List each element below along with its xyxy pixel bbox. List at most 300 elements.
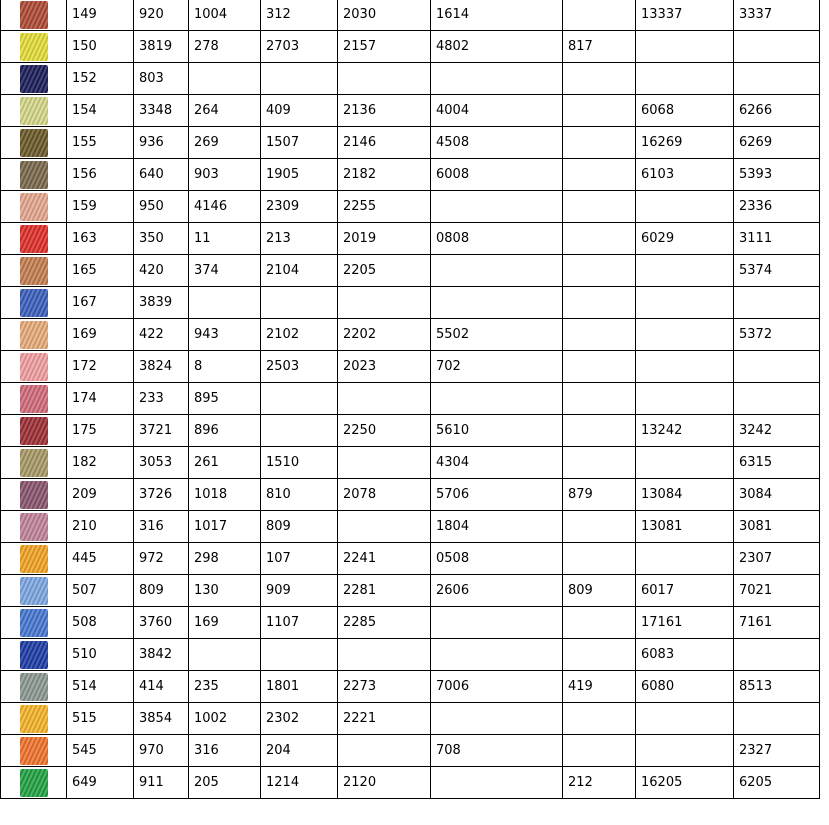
- table-cell: 920: [134, 0, 189, 31]
- table-cell: 5393: [734, 159, 820, 191]
- table-cell: 6269: [734, 127, 820, 159]
- table-cell: 6068: [636, 95, 734, 127]
- table-cell: 6315: [734, 447, 820, 479]
- table-row: [1, 575, 820, 607]
- table-cell: 803: [134, 63, 189, 95]
- table-cell: 3348: [134, 95, 189, 127]
- table-cell: 1804: [431, 511, 563, 543]
- table-cell: 1614: [431, 0, 563, 31]
- table-cell: 204: [261, 735, 338, 767]
- table-cell: 13242: [636, 415, 734, 447]
- thread-swatch-icon: [20, 513, 48, 541]
- table-cell: 6029: [636, 223, 734, 255]
- color-swatch-cell: [1, 191, 67, 223]
- table-cell: [261, 383, 338, 415]
- table-cell: 6080: [636, 671, 734, 703]
- table-cell: [563, 223, 636, 255]
- table-row: [1, 255, 820, 287]
- thread-swatch-icon: [20, 385, 48, 413]
- table-cell: 1004: [189, 0, 261, 31]
- table-cell: [636, 319, 734, 351]
- table-cell: 182: [67, 447, 134, 479]
- table-cell: 212: [563, 767, 636, 799]
- table-cell: 1017: [189, 511, 261, 543]
- table-cell: 150: [67, 31, 134, 63]
- table-cell: 419: [563, 671, 636, 703]
- table-cell: 13084: [636, 479, 734, 511]
- table-cell: 316: [134, 511, 189, 543]
- table-cell: 4802: [431, 31, 563, 63]
- table-cell: 409: [261, 95, 338, 127]
- color-swatch-cell: [1, 319, 67, 351]
- table-cell: 213: [261, 223, 338, 255]
- table-cell: [431, 639, 563, 671]
- color-swatch-cell: [1, 479, 67, 511]
- table-cell: [431, 191, 563, 223]
- table-cell: 169: [189, 607, 261, 639]
- table-cell: 374: [189, 255, 261, 287]
- color-swatch-cell: [1, 703, 67, 735]
- table-cell: 708: [431, 735, 563, 767]
- table-cell: [636, 191, 734, 223]
- table-cell: [563, 447, 636, 479]
- table-row: [1, 159, 820, 191]
- table-cell: [563, 639, 636, 671]
- table-cell: [261, 639, 338, 671]
- table-cell: [734, 703, 820, 735]
- table-cell: [563, 319, 636, 351]
- table-cell: 817: [563, 31, 636, 63]
- table-cell: 2336: [734, 191, 820, 223]
- table-cell: 4004: [431, 95, 563, 127]
- table-cell: 508: [67, 607, 134, 639]
- table-cell: 510: [67, 639, 134, 671]
- table-cell: 3053: [134, 447, 189, 479]
- table-row: [1, 351, 820, 383]
- thread-swatch-icon: [20, 225, 48, 253]
- table-cell: [189, 639, 261, 671]
- color-swatch-cell: [1, 63, 67, 95]
- table-cell: 972: [134, 543, 189, 575]
- table-cell: 2202: [338, 319, 431, 351]
- color-swatch-cell: [1, 639, 67, 671]
- table-cell: 2309: [261, 191, 338, 223]
- table-cell: 2023: [338, 351, 431, 383]
- table-cell: 936: [134, 127, 189, 159]
- table-cell: 174: [67, 383, 134, 415]
- color-swatch-cell: [1, 607, 67, 639]
- table-cell: 3760: [134, 607, 189, 639]
- table-cell: 13081: [636, 511, 734, 543]
- color-swatch-cell: [1, 767, 67, 799]
- table-row: [1, 95, 820, 127]
- table-cell: 13337: [636, 0, 734, 31]
- table-cell: 175: [67, 415, 134, 447]
- table-cell: 17161: [636, 607, 734, 639]
- table-cell: [338, 287, 431, 319]
- table-cell: 515: [67, 703, 134, 735]
- table-cell: 2606: [431, 575, 563, 607]
- table-cell: [338, 63, 431, 95]
- table-cell: 2503: [261, 351, 338, 383]
- table-cell: [636, 735, 734, 767]
- color-swatch-cell: [1, 223, 67, 255]
- color-swatch-cell: [1, 255, 67, 287]
- table-cell: 2030: [338, 0, 431, 31]
- table-cell: 0508: [431, 543, 563, 575]
- table-row: [1, 223, 820, 255]
- color-swatch-cell: [1, 351, 67, 383]
- table-cell: 3824: [134, 351, 189, 383]
- table-cell: 5706: [431, 479, 563, 511]
- color-swatch-cell: [1, 447, 67, 479]
- table-cell: 514: [67, 671, 134, 703]
- table-cell: 264: [189, 95, 261, 127]
- table-cell: 1510: [261, 447, 338, 479]
- table-cell: 3819: [134, 31, 189, 63]
- table-cell: 2120: [338, 767, 431, 799]
- table-cell: 3721: [134, 415, 189, 447]
- color-swatch-cell: [1, 575, 67, 607]
- table-cell: [636, 255, 734, 287]
- color-swatch-cell: [1, 415, 67, 447]
- table-cell: 167: [67, 287, 134, 319]
- table-cell: [431, 767, 563, 799]
- table-row: [1, 383, 820, 415]
- table-cell: 5374: [734, 255, 820, 287]
- table-cell: [636, 703, 734, 735]
- table-cell: 2146: [338, 127, 431, 159]
- table-cell: 445: [67, 543, 134, 575]
- table-cell: [563, 159, 636, 191]
- table-cell: 152: [67, 63, 134, 95]
- table-cell: 149: [67, 0, 134, 31]
- table-cell: [189, 287, 261, 319]
- table-cell: [734, 63, 820, 95]
- table-cell: 235: [189, 671, 261, 703]
- table-cell: 6017: [636, 575, 734, 607]
- table-cell: 3111: [734, 223, 820, 255]
- table-row: [1, 447, 820, 479]
- thread-swatch-icon: [20, 289, 48, 317]
- table-cell: 2102: [261, 319, 338, 351]
- table-row: [1, 191, 820, 223]
- table-cell: 4146: [189, 191, 261, 223]
- table-cell: 6103: [636, 159, 734, 191]
- table-cell: 1507: [261, 127, 338, 159]
- thread-swatch-icon: [20, 737, 48, 765]
- color-swatch-cell: [1, 287, 67, 319]
- thread-swatch-icon: [20, 449, 48, 477]
- table-cell: [189, 63, 261, 95]
- thread-swatch-icon: [20, 609, 48, 637]
- color-swatch-cell: [1, 511, 67, 543]
- thread-swatch-icon: [20, 769, 48, 797]
- table-cell: [563, 735, 636, 767]
- table-cell: 0808: [431, 223, 563, 255]
- table-cell: 3242: [734, 415, 820, 447]
- thread-swatch-icon: [20, 577, 48, 605]
- table-cell: [431, 703, 563, 735]
- table-cell: 6083: [636, 639, 734, 671]
- table-cell: [734, 31, 820, 63]
- table-cell: [261, 63, 338, 95]
- table-cell: 2255: [338, 191, 431, 223]
- thread-swatch-icon: [20, 65, 48, 93]
- table-cell: 5372: [734, 319, 820, 351]
- table-cell: 7161: [734, 607, 820, 639]
- table-cell: 809: [134, 575, 189, 607]
- color-swatch-cell: [1, 735, 67, 767]
- table-cell: 172: [67, 351, 134, 383]
- table-cell: [734, 287, 820, 319]
- table-cell: 154: [67, 95, 134, 127]
- table-row: [1, 703, 820, 735]
- table-cell: 2104: [261, 255, 338, 287]
- table-cell: 165: [67, 255, 134, 287]
- table-cell: 350: [134, 223, 189, 255]
- table-cell: 649: [67, 767, 134, 799]
- thread-swatch-icon: [20, 193, 48, 221]
- table-row: [1, 127, 820, 159]
- table-cell: 1801: [261, 671, 338, 703]
- table-row: [1, 287, 820, 319]
- table-cell: 3337: [734, 0, 820, 31]
- table-row: [1, 63, 820, 95]
- table-cell: 414: [134, 671, 189, 703]
- table-cell: 2273: [338, 671, 431, 703]
- thread-swatch-icon: [20, 33, 48, 61]
- table-cell: 210: [67, 511, 134, 543]
- table-cell: 316: [189, 735, 261, 767]
- table-cell: 420: [134, 255, 189, 287]
- table-cell: [563, 351, 636, 383]
- table-cell: 702: [431, 351, 563, 383]
- thread-swatch-icon: [20, 705, 48, 733]
- table-cell: [431, 383, 563, 415]
- table-cell: [563, 607, 636, 639]
- table-cell: 8513: [734, 671, 820, 703]
- table-cell: 545: [67, 735, 134, 767]
- table-cell: 3842: [134, 639, 189, 671]
- table-row: [1, 735, 820, 767]
- color-swatch-cell: [1, 159, 67, 191]
- table-cell: 7021: [734, 575, 820, 607]
- table-cell: 6008: [431, 159, 563, 191]
- thread-swatch-icon: [20, 1, 48, 29]
- table-cell: 3726: [134, 479, 189, 511]
- table-cell: 2136: [338, 95, 431, 127]
- table-cell: 3084: [734, 479, 820, 511]
- table-cell: 2703: [261, 31, 338, 63]
- table-cell: 169: [67, 319, 134, 351]
- table-cell: 950: [134, 191, 189, 223]
- table-cell: 209: [67, 479, 134, 511]
- table-cell: [338, 511, 431, 543]
- table-cell: 159: [67, 191, 134, 223]
- table-cell: [636, 383, 734, 415]
- table-cell: 312: [261, 0, 338, 31]
- thread-swatch-icon: [20, 417, 48, 445]
- color-swatch-cell: [1, 127, 67, 159]
- table-cell: [431, 63, 563, 95]
- table-row: [1, 767, 820, 799]
- table-cell: 156: [67, 159, 134, 191]
- table-cell: 1018: [189, 479, 261, 511]
- table-cell: [563, 415, 636, 447]
- table-cell: [734, 383, 820, 415]
- table-cell: 1905: [261, 159, 338, 191]
- table-row: [1, 0, 820, 31]
- thread-swatch-icon: [20, 129, 48, 157]
- table-cell: 16205: [636, 767, 734, 799]
- table-cell: 1214: [261, 767, 338, 799]
- color-swatch-cell: [1, 31, 67, 63]
- table-cell: [563, 383, 636, 415]
- thread-swatch-icon: [20, 161, 48, 189]
- table-cell: [431, 607, 563, 639]
- table-cell: 3081: [734, 511, 820, 543]
- table-cell: 2078: [338, 479, 431, 511]
- table-cell: [431, 287, 563, 319]
- thread-swatch-icon: [20, 481, 48, 509]
- table-row: [1, 607, 820, 639]
- table-cell: 163: [67, 223, 134, 255]
- thread-swatch-icon: [20, 641, 48, 669]
- table-cell: 2250: [338, 415, 431, 447]
- table-cell: 507: [67, 575, 134, 607]
- table-cell: 2281: [338, 575, 431, 607]
- table-cell: 970: [134, 735, 189, 767]
- table-cell: 6205: [734, 767, 820, 799]
- table-row: [1, 671, 820, 703]
- table-cell: 278: [189, 31, 261, 63]
- color-swatch-cell: [1, 0, 67, 31]
- table-cell: [734, 639, 820, 671]
- table-row: [1, 319, 820, 351]
- table-cell: [563, 95, 636, 127]
- table-cell: [636, 287, 734, 319]
- table-cell: [563, 543, 636, 575]
- table-cell: [261, 415, 338, 447]
- table-cell: [563, 287, 636, 319]
- table-cell: 298: [189, 543, 261, 575]
- table-cell: 1107: [261, 607, 338, 639]
- table-cell: 5610: [431, 415, 563, 447]
- table-row: [1, 511, 820, 543]
- color-swatch-cell: [1, 671, 67, 703]
- table-cell: 911: [134, 767, 189, 799]
- table-cell: 205: [189, 767, 261, 799]
- table-cell: 810: [261, 479, 338, 511]
- thread-swatch-icon: [20, 545, 48, 573]
- table-cell: [636, 63, 734, 95]
- table-cell: [338, 735, 431, 767]
- table-cell: 11: [189, 223, 261, 255]
- table-body: [1, 0, 820, 799]
- table-cell: 2285: [338, 607, 431, 639]
- table-cell: [261, 287, 338, 319]
- color-swatch-cell: [1, 543, 67, 575]
- color-swatch-cell: [1, 95, 67, 127]
- table-cell: 233: [134, 383, 189, 415]
- table-cell: 2327: [734, 735, 820, 767]
- thread-swatch-icon: [20, 97, 48, 125]
- table-cell: 3839: [134, 287, 189, 319]
- table-cell: 4304: [431, 447, 563, 479]
- table-cell: 261: [189, 447, 261, 479]
- table-cell: 896: [189, 415, 261, 447]
- table-cell: 2302: [261, 703, 338, 735]
- table-cell: 2241: [338, 543, 431, 575]
- table-cell: 130: [189, 575, 261, 607]
- table-cell: [563, 191, 636, 223]
- table-cell: 5502: [431, 319, 563, 351]
- table-cell: 16269: [636, 127, 734, 159]
- table-cell: 895: [189, 383, 261, 415]
- table-cell: [338, 447, 431, 479]
- table-row: [1, 639, 820, 671]
- table-cell: 269: [189, 127, 261, 159]
- table-row: [1, 31, 820, 63]
- table-cell: 4508: [431, 127, 563, 159]
- table-cell: 422: [134, 319, 189, 351]
- table-row: [1, 415, 820, 447]
- table-cell: 8: [189, 351, 261, 383]
- table-cell: [563, 0, 636, 31]
- table-cell: 809: [261, 511, 338, 543]
- table-cell: [563, 127, 636, 159]
- thread-swatch-icon: [20, 321, 48, 349]
- table-cell: [338, 383, 431, 415]
- table-cell: [563, 703, 636, 735]
- table-cell: [636, 447, 734, 479]
- table-cell: 107: [261, 543, 338, 575]
- table-cell: 943: [189, 319, 261, 351]
- color-swatch-cell: [1, 383, 67, 415]
- table-cell: [636, 351, 734, 383]
- table-cell: 909: [261, 575, 338, 607]
- thread-swatch-icon: [20, 257, 48, 285]
- table-cell: 6266: [734, 95, 820, 127]
- table-cell: [563, 63, 636, 95]
- table-cell: 809: [563, 575, 636, 607]
- table-cell: 1002: [189, 703, 261, 735]
- table-cell: 3854: [134, 703, 189, 735]
- table-cell: 2307: [734, 543, 820, 575]
- thread-swatch-icon: [20, 673, 48, 701]
- table-cell: 640: [134, 159, 189, 191]
- table-cell: [431, 255, 563, 287]
- table-cell: 903: [189, 159, 261, 191]
- table-cell: 2182: [338, 159, 431, 191]
- table-row: [1, 479, 820, 511]
- table-cell: [636, 543, 734, 575]
- table-cell: 2157: [338, 31, 431, 63]
- table-cell: 7006: [431, 671, 563, 703]
- table-cell: 2019: [338, 223, 431, 255]
- thread-swatch-icon: [20, 353, 48, 381]
- table-row: [1, 543, 820, 575]
- table-cell: 2221: [338, 703, 431, 735]
- table-cell: [636, 31, 734, 63]
- table-cell: [338, 639, 431, 671]
- table-cell: [563, 255, 636, 287]
- table-cell: 2205: [338, 255, 431, 287]
- table-cell: [734, 351, 820, 383]
- table-cell: 879: [563, 479, 636, 511]
- table-cell: 155: [67, 127, 134, 159]
